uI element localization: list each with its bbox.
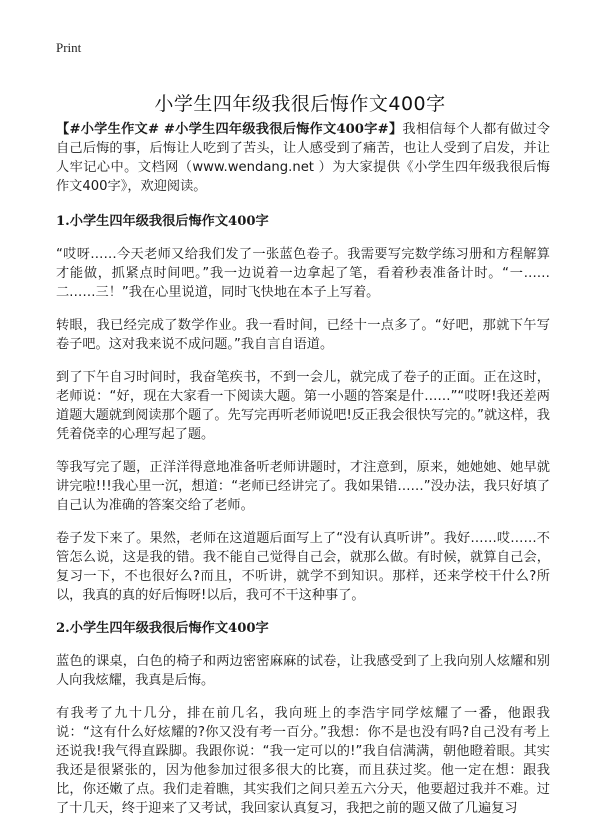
intro-text: 我相信每个人都有做过令自己后悔的事，后悔让人吃到了苦头，让人感受到了痛苦，也让人受到了启发，并让人牢记心中。文档网（www.wendang.net ）为大家提供《小学生四年级我很后悔作文400字》，欢迎阅读。 [56, 122, 550, 194]
paragraph: 等我写完了题，正洋洋得意地准备听老师讲题时，才注意到，原来，她她她、她早就讲完啦!!!我心里一沉，想道：“老师已经讲完了。我如果错……”没办法，我只好填了自己认为准确的答案交给了老师。 [56, 460, 550, 513]
paragraph: 到了下午自习时间时，我奋笔疾书，不到一会儿，就完成了卷子的正面。正在这时，老师说：“好，现在大家看一下阅读大题。第一小题的答案是什……”“哎呀!我还差两道题大题就到阅读那个题了。先写完再听老师说吧!反正我会很快写完的。”就这样，我凭着侥幸的心理写起了题。 [56, 370, 550, 442]
intro-tags: 【#小学生作文# #小学生四年级我很后悔作文400字#】 [56, 122, 403, 137]
paragraph: “哎呀……今天老师又给我们发了一张蓝色卷子。我需要写完数学练习册和方程解算才能做，抓紧点时间吧。”我一边说着一边拿起了笔，看着秒表准备计时。“一……二……三！”我在心里说道，同时飞快地在本子上写着。 [56, 247, 550, 300]
article-body [56, 120, 550, 832]
section-1 [56, 212, 550, 605]
section-2 [56, 619, 550, 818]
section-heading: 2.小学生四年级我很后悔作文400字 [56, 621, 269, 636]
paragraph: 转眼，我已经完成了数学作业。我一看时间，已经十一点多了。“好吧，那就下午写卷子吧。这对我来说不成问题。”我自言自语道。 [56, 318, 550, 352]
print-label: Print [56, 40, 82, 55]
paragraph: 卷子发下来了。果然，老师在这道题后面写上了“没有认真听讲”。我好……哎……不管怎么说，这是我的错。我不能自己觉得自己会，就那么做。有时候，就算自己会，复习一下，不也很好么?而且，不听讲，就学不到知识。那样，还来学校干什么?所以，我真的真的好后悔呀!以后，我可不干这种事了。 [56, 531, 550, 603]
intro-paragraph [56, 120, 550, 196]
page-title: 小学生四年级我很后悔作文400字 [154, 92, 446, 115]
section-heading: 1.小学生四年级我很后悔作文400字 [56, 214, 269, 229]
paragraph: 蓝色的课桌，白色的椅子和两边密密麻麻的试卷，让我感受到了上我向别人炫耀和别人向我炫耀，我真是后悔。 [56, 654, 550, 688]
paragraph: 有我考了九十几分，排在前几名，我向班上的李浩宇同学炫耀了一番，他跟我说：“这有什么好炫耀的?你又没有考一百分。”我想：你不是也没有吗?自己没有考上还说我!我气得直跺脚。我跟你说：“我一定可以的!”我自信满满，朝他瞪着眼。其实我还是很紧张的，因为他参加过很多很大的比赛，而且获过奖。他一定在想：跟我比，你还嫩了点。我们走着瞧，其实我们之间只差五六分天，他要超过我并不难。过了十几天，终于迎来了又考试，我回家认真复习，我把之前的题又做了几遍复习 [56, 706, 550, 816]
